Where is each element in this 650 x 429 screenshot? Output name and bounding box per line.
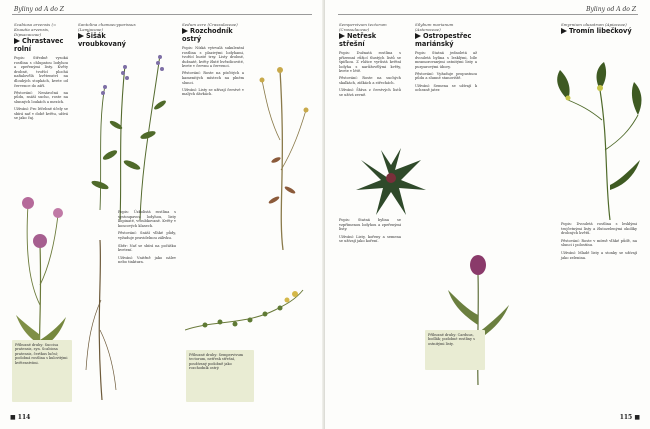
- entry-usage: Užívání: Šťáva z čerstvých listů se užívá zevně.: [339, 88, 401, 97]
- scutellaria-description: [118, 210, 176, 265]
- entry-latin-name: Sempervivum tectorum (Crassulaceae): [339, 22, 387, 32]
- sedum-creeping-illustration: [185, 280, 305, 350]
- page-number-left: ■ 114: [10, 414, 31, 421]
- running-head-left: Byliny od A do Z: [14, 6, 64, 13]
- page-number-right: 115 ■: [619, 414, 640, 421]
- entry-description: Popis: Úzkolistá rostlina s vystoupavou lodyhou, listy kopinaté, vroubkované. Květy v koncových klasech.: [118, 210, 176, 228]
- right-page: [325, 0, 650, 429]
- entry-marker-icon: [561, 28, 567, 34]
- entry-cultivation: Pěstování: Nenáročná na půdu, snáší sucho, roste na slunných loukách a mezích.: [14, 90, 68, 104]
- header-rule-right: [338, 14, 638, 15]
- entry-usage: Užívání: Mladé listy a stonky se užívají jako zelenina.: [561, 250, 637, 260]
- entry-latin-name: Sedum acre (Crassulaceae): [182, 22, 238, 27]
- entry-marker-icon: [339, 33, 345, 39]
- entry-description: Popis: Statná jednoletá až dvouletá bylina s lesklými, bíle mramorovanými ostnitými listy a purpurovými úbory.: [415, 51, 477, 69]
- sedum-illustration: [248, 50, 318, 250]
- entry-czech-name: Rozchodník ostrý: [182, 27, 233, 43]
- entry-description: Popis: Statná bylina se vzpřímenou lodyhou a zpeřenými listy.: [339, 218, 401, 232]
- entry-czech-name: Chrastavec rolní: [14, 37, 64, 53]
- related-species-box-sedum: Příbuzné druhy: Sempervivum tectorum, netřesk střešní, používaný podobně jako rozchodník ostrý.: [186, 350, 254, 402]
- smyrnium-illustration: [550, 60, 645, 220]
- sempervivum-illustration: [351, 130, 431, 220]
- entry-czech-name: Šišák vroubkovaný: [78, 32, 126, 48]
- entry-sedum: [182, 22, 244, 99]
- entry-description: Popis: Nízká vytrvalá sukulentní rostlina s plazivými lodyhami, tvořící husté trsy. Listy drobné, dužnaté, květy žluté hvězdicovité, kvete v červnu a červenci.: [182, 46, 244, 69]
- entry-cultivation: Pěstování: Roste na suchých skalkách, zídkách a střechách.: [339, 76, 401, 86]
- related-species-box-scabiosa: Příbuzné druhy: Succisa pratensis, syn. Scabiosa pratensis, čertkus luční; podobná rostlina s kulovitými květenstvími.: [12, 340, 72, 402]
- entry-usage: Užívání: Semena se užívají k ochraně jater.: [415, 83, 477, 93]
- entry-harvest: Sběr: Nať se sbírá na počátku kvetení.: [118, 243, 176, 253]
- entry-marker-icon: [182, 28, 188, 34]
- scutellaria-illustration: [80, 45, 190, 220]
- entry-usage: Užívání: Vnitřně jako nálev nebo tinktura.: [118, 255, 176, 265]
- entry-scabiosa: [14, 22, 68, 123]
- entry-czech-name: Netřesk střešní: [339, 32, 377, 48]
- entry-description: Popis: Dužnatá rostlina s přízemní růžicí tlustých listů se špičkou. Z růžice vyrůstá květní lodyha s narůžovělými květy, kvete v létě.: [339, 51, 401, 74]
- entry-czech-name: Ostropestřec mariánský: [415, 32, 472, 48]
- entry-cultivation: Pěstování: Roste na písčitých a kamenitých místech na plném slunci.: [182, 71, 244, 85]
- sempervivum-details: [339, 218, 401, 244]
- entry-latin-name: Silybum marianum (Asteraceae): [415, 22, 454, 32]
- entry-silybum: [415, 22, 477, 95]
- entry-cultivation: Pěstování: Vyžaduje propustnou půdu a slunné stanoviště.: [415, 71, 477, 81]
- smyrnium-details: [561, 222, 637, 260]
- entry-sempervivum: [339, 22, 401, 100]
- entry-marker-icon: [415, 33, 421, 39]
- scutellaria-root-illustration: [80, 240, 120, 400]
- entry-czech-name: Tromín libečkový: [561, 27, 633, 35]
- entry-latin-name: Smyrnium olusatrum (Apiaceae): [561, 22, 627, 27]
- entry-usage: Užívání: Pro léčebné účely se sbírá nať v době květu, užívá se jako čaj.: [14, 106, 68, 121]
- entry-cultivation: Pěstování: Snáší vlhké půdy, vyžaduje pravidelnou zálivku.: [118, 231, 176, 240]
- entry-marker-icon: [78, 33, 84, 39]
- entry-latin-name: Scabiosa arvensis (= Knautia arvensis, Dipsacaceae): [14, 22, 57, 37]
- entry-smyrnium: [561, 22, 633, 38]
- running-head-right: Byliny od A do Z: [586, 6, 636, 13]
- entry-usage: Užívání: Listy se užívají čerstvé v malých dávkách.: [182, 87, 244, 97]
- entry-latin-name: Santolina chamaecyparissus (Lamiaceae): [78, 22, 136, 32]
- related-species-box-silybum: Příbuzné druhy: Carduus, bodlák; podobné rostliny s ostnitými listy.: [425, 330, 485, 370]
- entry-description: Popis: Středně vysoká rostlina s chlupatou lodyhou a zpeřenými listy. Květy drobné, tvořící plochá nafialovělá květenství na dlouhých stopkách, kvete od července do září.: [14, 56, 68, 88]
- entry-description: Popis: Dvouletá rostlina s lesklými trojčetnými listy a žlutozelenými okolíky drobných květů.: [561, 222, 637, 236]
- header-rule-left: [12, 14, 312, 15]
- entry-marker-icon: [14, 38, 20, 44]
- entry-cultivation: Pěstování: Roste v mírně vlhké půdě, na slunci i polostínu.: [561, 238, 637, 248]
- entry-usage: Užívání: Listy, kořeny a semena se užívají jako koření.: [339, 234, 401, 244]
